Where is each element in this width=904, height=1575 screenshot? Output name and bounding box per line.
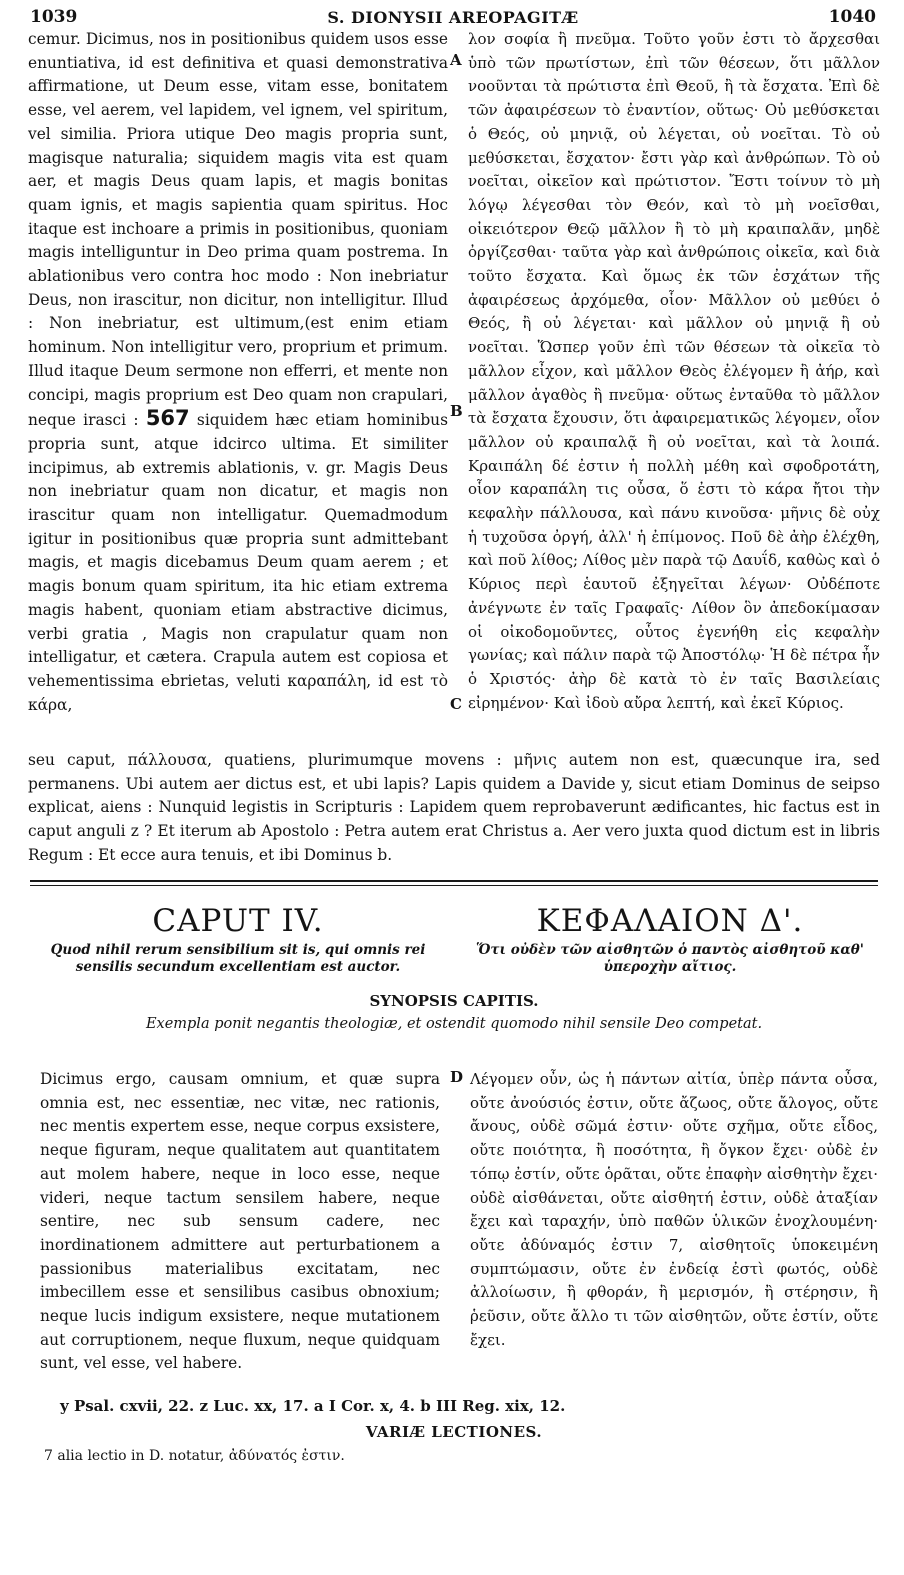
running-title: S. DIONYSII AREOPAGITÆ [327,7,579,27]
margin-marker-b: B [450,402,463,420]
column-number-567: 567 [145,406,190,431]
right-page-number: 1040 [828,7,876,27]
latin-text-bottom: Dicimus ergo, causam omnium, et quæ supra omnia est, nec essentiæ, nec vitæ, nec rationis, nec mentis expertem esse, neque corpus exsistere, neque figuram, neque qualitatem aut quantitatem aut molem habere, neque in loco esse, neque videri, neque tactum sensilem habere, neque sentire, nec sub sensum cadere, nec inordinationem admittere aut perturbationem a passionibus materialibus excitatam, nec imbecillem esse et sensilibus casibus obnoxium; neque lucis indigum exsistere, neque mutationem aut corruptionem, neque fluxum, neque quidquam sunt, vel esse, vel habere. [40,1070,440,1373]
varia-lectiones-note: 7 alia lectio in D. notatur, ἀδύνατός ἐστιν. [44,1448,345,1464]
margin-marker-d: D [450,1068,464,1086]
running-header [30,4,876,30]
latin-text-top-cont: siquidem hæc etiam hominibus propria sunt, atque idcirco ultima. Et similiter incipimus, ab extremis ablationis, v. gr. Magis Deus non inebriatur quam non dicatur, et magis non irascitur quam non intelligatur. Quemadmodum igitur in positionibus quæ propria sunt admittebant magis, et magis dicebamus Deum quam aerem ; et magis bonum quam spiritum, ita hic etiam extrema magis habent, quoniam etiam abstractive dicimus, verbi gratia , Magis non crapulatur quam non intelligatur, et cætera. Crapula autem est copiosa et vehementissima ebrietas, veluti καραπάλη, id est τὸ κάρα, [28,411,448,714]
section-rule-thin [30,885,878,886]
scripture-references: y Psal. cxvii, 22. z Luc. xx, 17. a I Cor. x, 4. b III Reg. xix, 12. [60,1397,566,1415]
chapter-title-greek: ΚΕΦΑΛΑΙΟΝ Δ'. [536,903,804,939]
latin-text-top: cemur. Dicimus, nos in positionibus quidem usos esse enuntiativa, id est definitiva et quasi demonstrativa affirmatione, ut Deum esse, vitam esse, bonitatem esse, vel aerem, vel lapidem, vel ignem, vel spiritum, vel similia. Priora utique Deo magis propria sunt, magisque naturalia; siquidem magis vita est quam aer, et magis Deus quam lapis, et magis bonitas quam ignis, et magis sapientia quam spiritus. Hoc itaque est inchoare a primis in positionibus, quoniam magis intelliguntur in Deo prima quam postrema. In ablationibus vero contra hoc modo : Non inebriatur Deus, non irascitur, non dicitur, non intelligitur. Illud : Non inebriatur, est ultimum,(est enim etiam hominum. Non intelligitur vero, proprium et primum. Illud itaque Deum sermone non efferri, et mente non concipi, magis proprium est Deo quam non crapulari, neque irasci : [28,30,448,430]
full-width-text [28,749,880,868]
left-page-number: 1039 [30,7,78,27]
section-rule [30,880,878,882]
chapter-subtitle-greek: Ὅτι οὐδὲν τῶν αἰσθητῶν ὁ παντὸς αἰσθητοῦ καθ' ὑπεροχὴν αἴτιος. [476,942,864,975]
full-width-paragraph: seu caput, πάλλουσα, quatiens, plurimumque movens : μῆνις autem non est, quæcunque ira, sed permanens. Ubi autem aer dictus est, et ubi lapis? Lapis quidem a Davide y, sicut etiam Dominus de seipso explicat, aiens : Nunquid legistis in Scripturis : Lapidem quem reprobaverunt ædificantes, hic factus est in caput anguli z ? Et iterum ab Apostolo : Petra autem erat Christus a. Aer vero juxta quod dictum est in libris Regum : Et ecce aura tenuis, et ibi Dominus b. [28,751,880,864]
synopsis-text: Exempla ponit negantis theologiæ, et ostendit quomodo nihil sensile Deo competat. [145,1016,763,1032]
chapter-subtitle-latin: Quod nihil rerum sensibilium sit is, qui omnis rei sensilis secundum excellentiam est auctor. [50,942,426,975]
latin-column-bottom [40,1068,440,1376]
latin-column-top [28,28,448,717]
greek-column-bottom [470,1068,878,1352]
synopsis-title: SYNOPSIS CAPITIS. [369,992,539,1010]
greek-column-top [468,28,880,715]
varia-lectiones-title: VARIÆ LECTIONES. [365,1423,543,1441]
chapter-heading-greek [460,900,880,976]
greek-text-top: λον σοφία ἢ πνεῦμα. Τοῦτο γοῦν ἐστι τὸ ἄρχεσθαι ὑπὸ τῶν πρωτίστων, ἐπὶ τῶν θέσεων, ὅτι μᾶλλον νοοῦνται τὰ πρώτιστα ἐπὶ Θεοῦ, ἢ τὰ ἔσχατα. Ἐπὶ δὲ τῶν ἀφαιρέσεων τὸ ἐναντίον, οὕτως· Οὐ μεθύσκεται ὁ Θεός, οὐ μηνιᾷ, οὐ λέγεται, οὐ νοεῖται. Τὸ οὐ μεθύσκεται, ἔσχατον· ἔστι γὰρ καὶ ἀνθρώπων. Τὸ οὐ νοεῖται, οἰκεῖον καὶ πρώτιστον. Ἔστι τοίνυν τὸ μὴ λόγῳ λέγεσθαι τὸν Θεόν, καὶ τὸ μὴ νοεῖσθαι, οἰκειότερον Θεῷ μᾶλλον ἢ τὸ μὴ κραιπαλᾶν, μηδὲ ὀργίζεσθαι· ταῦτα γὰρ καὶ ἀνθρώποις οἰκεῖα, καὶ διὰ τοῦτο ἔσχατα. Καὶ ὅμως ἐκ τῶν ἐσχάτων τῆς ἀφαιρέσεως ἀρχόμεθα, οἷον· Μᾶλλον οὐ μεθύει ὁ Θεός, ἢ οὐ λέγεται· καὶ μᾶλλον οὐ μηνιᾷ ἢ οὐ νοεῖται. Ὥσπερ γοῦν ἐπὶ τῶν θέσεων τὰ οἰκεῖα τὸ μᾶλλον εἶχον, καὶ μᾶλλον Θεὸς ἐλέγομεν ἢ ἀήρ, καὶ μᾶλλον ἀγαθὸς ἢ πνεῦμα· οὕτως ἐνταῦθα τὸ μᾶλλον τὰ ἔσχατα ἔχουσιν, ὅτι ἀφαιρεματικῶς λέγομεν, οἷον μᾶλλον οὐ κραιπαλᾷ ἢ οὐ νοεῖται, καὶ τὰ λοιπά. Κραιπάλη δέ ἐστιν ἡ πολλὴ μέθη καὶ σφοδροτάτη, οἷον καραπάλη τις οὖσα, ὅ ἐστι τὸ κάρα ἤτοι τὴν κεφαλὴν πάλλουσα, καὶ πάνυ κινοῦσα· μῆνις δὲ οὐχ ἡ τυχοῦσα ὀργή, ἀλλ' ἡ ἐπίμονος. Ποῦ δὲ ἀὴρ ἐλέχθη, καὶ ποῦ λίθος; Λίθος μὲν παρὰ τῷ Δαυΐδ, καθὼς καὶ ὁ Κύριος περὶ ἑαυτοῦ ἐξηγεῖται λέγων· Οὐδέποτε ἀνέγνωτε ἐν ταῖς Γραφαῖς· Λίθον ὃν ἀπεδοκίμασαν οἱ οἰκοδομοῦντες, οὗτος ἐγενήθη εἰς κεφαλὴν γωνίας; καὶ πάλιν παρὰ τῷ Ἀποστόλῳ· Ἡ δὲ πέτρα ἦν ὁ Χριστός· ἀὴρ δὲ κατὰ τὸ ἐν ταῖς Βασιλείαις εἰρημένον· Καὶ ἰδοὺ αὔρα λεπτή, καὶ ἐκεῖ Κύριος. [468,30,880,712]
chapter-heading-latin [28,900,448,976]
chapter-title-latin: CAPUT IV. [152,903,324,939]
greek-text-bottom: Λέγομεν οὖν, ὡς ἡ πάντων αἰτία, ὑπὲρ πάντα οὖσα, οὔτε ἀνούσιός ἐστιν, οὔτε ἄζωος, οὔτε ἄλογος, οὔτε ἄνους, οὐδὲ σῶμά ἐστιν· οὔτε σχῆμα, οὔτε εἶδος, οὔτε ποιότητα, ἢ ποσότητα, ἢ ὄγκον ἔχει· οὐδὲ ἐν τόπῳ ἐστίν, οὔτε ὁρᾶται, οὔτε ἐπαφὴν αἰσθητὴν ἔχει· οὐδὲ αἰσθάνεται, οὔτε αἰσθητή ἐστιν, οὐδὲ ἀταξίαν ἔχει καὶ ταραχήν, ὑπὸ παθῶν ὑλικῶν ἐνοχλουμένη· οὔτε ἀδύναμός ἐστιν 7, αἰσθητοῖς ὑποκειμένη συμπτώμασιν, οὔτε ἐν ἐνδείᾳ ἐστὶ φωτός, οὐδὲ ἀλλοίωσιν, ἢ φθοράν, ἢ μερισμόν, ἢ στέρησιν, ἢ ῥεῦσιν, οὔτε ἄλλο τι τῶν αἰσθητῶν, οὔτε ἐστίν, οὔτε ἔχει. [470,1070,878,1349]
margin-marker-c: C [450,695,462,713]
margin-marker-a: A [450,51,462,69]
latin-paragraph-top [28,28,448,717]
